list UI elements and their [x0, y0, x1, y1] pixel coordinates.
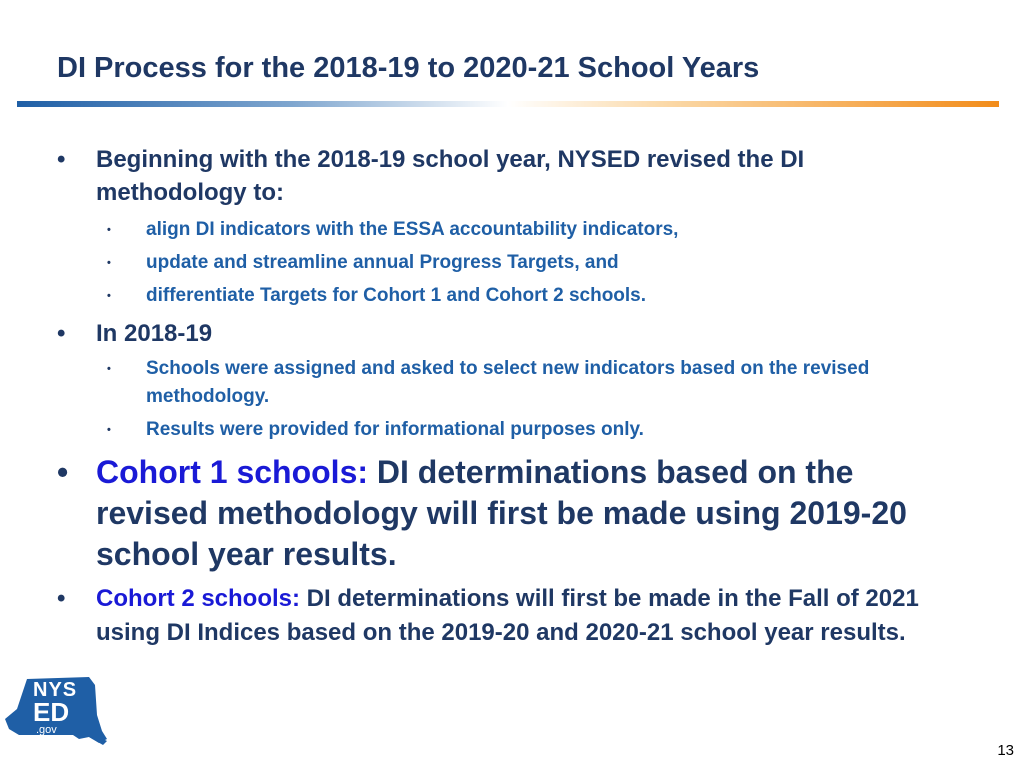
sub-bullet-dot: • [107, 290, 111, 302]
bullet-dot: • [57, 585, 66, 612]
sub-bullet-text: align DI indicators with the ESSA accountability indicators, [146, 219, 679, 240]
sub-bullet-dot: • [107, 363, 111, 375]
sub-bullet-dot: • [107, 257, 111, 269]
logo-text-ed: ED [33, 697, 70, 727]
sub-bullet-text: differentiate Targets for Cohort 1 and Cohort 2 schools. [146, 285, 647, 306]
sub-bullet-dot: • [107, 424, 111, 436]
bullet-dot: • [57, 454, 69, 490]
cohort-1-label: Cohort 1 schools: [96, 454, 369, 490]
nysed-logo [3, 675, 109, 755]
bullet-text: DI determinations based on the revised methodology will first be made using 2019-20 school year results. [96, 454, 907, 572]
sub-bullet [107, 355, 906, 411]
bullet-text: Beginning with the 2018-19 school year, NYSED revised the DI methodology to: [96, 146, 805, 206]
sub-bullet [107, 249, 926, 277]
cohort-2-label: Cohort 2 schools: [96, 585, 301, 612]
logo-text-nys: NYS [33, 679, 78, 701]
bullet-text: In 2018-19 [96, 320, 213, 347]
page-number: 13 [997, 742, 1014, 759]
sub-bullet-text: update and streamline annual Progress Targets, and [146, 252, 619, 273]
sub-bullet-text: Results were provided for informational purposes only. [146, 419, 644, 440]
bullet-dot: • [57, 146, 66, 173]
sub-bullet-text: Schools were assigned and asked to select new indicators based on the revised methodology. [146, 358, 870, 407]
bullet-cohort-1 [57, 452, 926, 575]
bullet-text: DI determinations will first be made in the Fall of 2021 using DI Indices based on the 2019-20 and 2020-21 school year results. [96, 585, 919, 646]
logo-text-gov: .gov [36, 724, 57, 736]
bullet-methodology [57, 143, 926, 209]
title-divider [17, 101, 999, 107]
bullet-cohort-2 [57, 582, 926, 650]
sub-bullet [107, 216, 926, 244]
sub-bullet [107, 282, 926, 310]
bullet-2018-19 [57, 317, 926, 350]
sub-bullet-dot: • [107, 224, 111, 236]
sub-bullet [107, 416, 926, 444]
slide-title: DI Process for the 2018-19 to 2020-21 School Years [57, 52, 760, 84]
bullet-dot: • [57, 320, 66, 347]
